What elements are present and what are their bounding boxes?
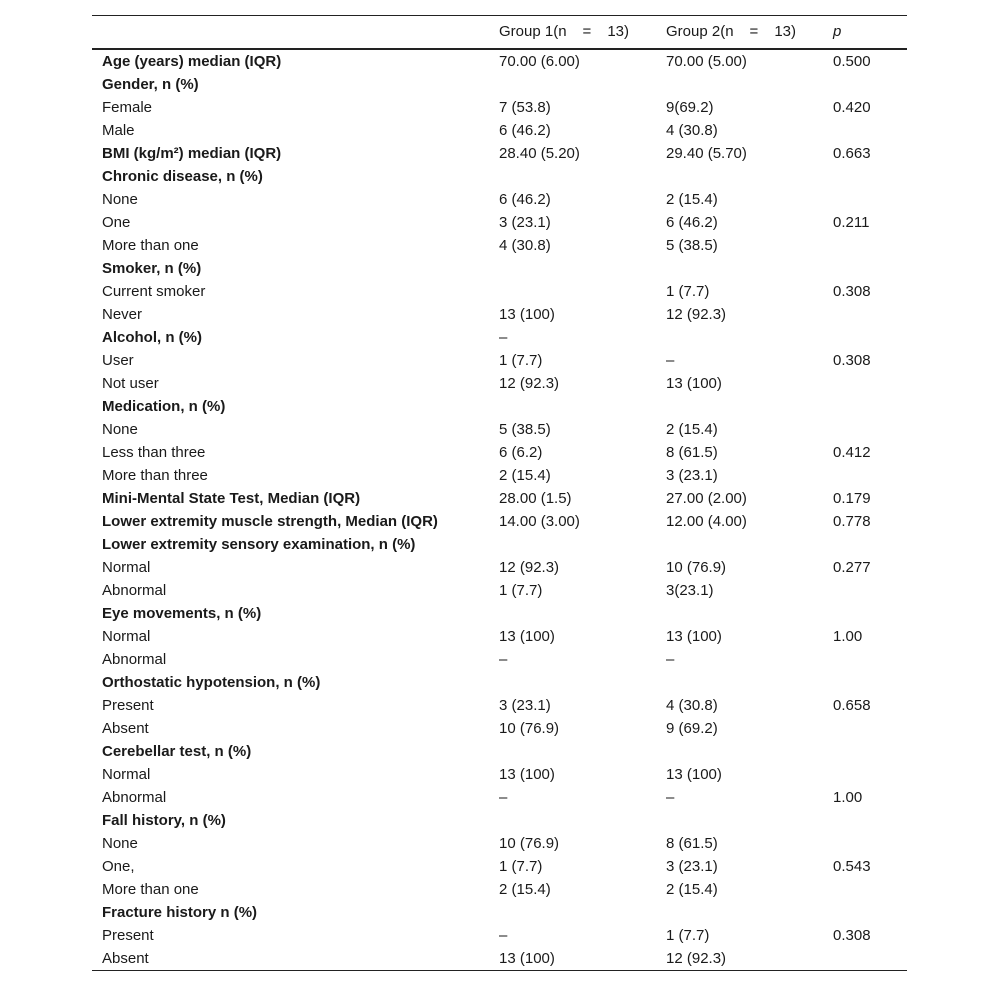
group1-label: Group 1(n <box>499 23 567 41</box>
row-label: Present <box>102 696 154 714</box>
row-label: Absent <box>102 949 149 967</box>
group2-cell <box>656 602 823 625</box>
group2-cell: 2 (15.4) <box>666 880 718 898</box>
row-label: More than three <box>102 466 208 484</box>
table-row <box>92 717 907 740</box>
row-label: None <box>102 834 138 852</box>
table-body <box>92 49 907 971</box>
table-row <box>92 901 907 924</box>
table-row <box>92 142 907 165</box>
header-group1 <box>489 16 656 49</box>
group2-cell: 5 (38.5) <box>666 236 718 254</box>
table-row <box>92 694 907 717</box>
table-row <box>92 257 907 280</box>
table-row <box>92 418 907 441</box>
group1-cell: 10 (76.9) <box>499 834 560 852</box>
table-row <box>92 602 907 625</box>
row-label: None <box>102 190 138 208</box>
p-value-cell: 1.00 <box>833 627 863 645</box>
group1-cell: 6 (46.2) <box>499 190 551 208</box>
row-label: Fracture history n (%) <box>102 903 258 921</box>
table-row <box>92 372 907 395</box>
group2-cell: 4 (30.8) <box>666 696 718 714</box>
row-label: Smoker, n (%) <box>102 259 202 277</box>
p-value-cell <box>823 395 907 418</box>
group2-cell <box>656 740 823 763</box>
group1-cell <box>489 671 656 694</box>
group1-cell: 13 (100) <box>499 305 555 323</box>
table-row <box>92 165 907 188</box>
p-value-cell <box>823 648 907 671</box>
p-value-cell <box>823 372 907 395</box>
row-label: None <box>102 420 138 438</box>
group1-cell: – <box>499 650 508 668</box>
group2-cell: 9(69.2) <box>666 98 714 116</box>
group1-cell: 6 (46.2) <box>499 121 551 139</box>
group1-cell: 2 (15.4) <box>499 466 551 484</box>
group2-cell: 13 (100) <box>666 374 722 392</box>
table-row <box>92 556 907 579</box>
p-value-cell: 0.308 <box>833 282 871 300</box>
p-value-cell: 1.00 <box>833 788 863 806</box>
group2-cell: 1 (7.7) <box>666 282 710 300</box>
table-row <box>92 464 907 487</box>
row-label: Mini-Mental State Test, Median (IQR) <box>102 489 361 507</box>
group2-cell <box>656 257 823 280</box>
p-value-cell: 0.778 <box>833 512 871 530</box>
group1-cell: 12 (92.3) <box>499 558 560 576</box>
p-value-cell: 0.663 <box>833 144 871 162</box>
row-label: Normal <box>102 627 151 645</box>
p-value-cell <box>823 533 907 556</box>
demographics-table-container <box>92 15 907 971</box>
row-label: Never <box>102 305 143 323</box>
group2-cell <box>656 901 823 924</box>
row-label: Fall history, n (%) <box>102 811 226 829</box>
row-label: Chronic disease, n (%) <box>102 167 263 185</box>
p-value-cell: 0.308 <box>833 926 871 944</box>
header-p-value: p <box>833 23 842 41</box>
table-row <box>92 280 907 303</box>
group1-cell: 14.00 (3.00) <box>499 512 580 530</box>
group1-cell: 70.00 (6.00) <box>499 52 580 70</box>
group2-cell: 1 (7.7) <box>666 926 710 944</box>
table-row <box>92 119 907 142</box>
group1-cell: 10 (76.9) <box>499 719 560 737</box>
group1-cell: – <box>499 788 508 806</box>
group2-cell: 8 (61.5) <box>666 834 718 852</box>
group2-cell: 27.00 (2.00) <box>666 489 747 507</box>
table-row <box>92 73 907 96</box>
row-label: Present <box>102 926 154 944</box>
group1-cell: 13 (100) <box>499 627 555 645</box>
group2-cell: 12.00 (4.00) <box>666 512 747 530</box>
group1-cell: 13 (100) <box>499 765 555 783</box>
table-row <box>92 211 907 234</box>
group2-cell <box>656 165 823 188</box>
row-label: Abnormal <box>102 650 167 668</box>
group1-cell: 7 (53.8) <box>499 98 551 116</box>
row-label: User <box>102 351 134 369</box>
group1-cell <box>489 602 656 625</box>
group2-cell: 70.00 (5.00) <box>666 52 747 70</box>
row-label: Medication, n (%) <box>102 397 226 415</box>
p-value-cell: 0.179 <box>833 489 871 507</box>
row-label: Less than three <box>102 443 206 461</box>
p-value-cell <box>823 165 907 188</box>
group2-cell: 4 (30.8) <box>666 121 718 139</box>
group1-cell: 1 (7.7) <box>499 581 543 599</box>
header-variable <box>92 16 489 49</box>
table-row <box>92 96 907 119</box>
table-row <box>92 809 907 832</box>
header-row <box>92 16 907 49</box>
p-value-cell: 0.412 <box>833 443 871 461</box>
group2-cell <box>656 533 823 556</box>
group2-cell <box>656 809 823 832</box>
group1-cell <box>489 257 656 280</box>
table-row <box>92 878 907 901</box>
group2-cell: 29.40 (5.70) <box>666 144 747 162</box>
row-label: Abnormal <box>102 581 167 599</box>
table-row <box>92 648 907 671</box>
p-value-cell <box>823 740 907 763</box>
p-value-cell: 0.658 <box>833 696 871 714</box>
table-row <box>92 947 907 971</box>
p-value-cell <box>823 326 907 349</box>
group2-cell: 9 (69.2) <box>666 719 718 737</box>
p-value-cell: 0.420 <box>833 98 871 116</box>
group2-cell: 12 (92.3) <box>666 305 727 323</box>
group2-cell <box>656 395 823 418</box>
group1-cell: 3 (23.1) <box>499 696 551 714</box>
group2-cell: 12 (92.3) <box>666 949 727 967</box>
group1-cell: – <box>499 926 508 944</box>
table-row <box>92 303 907 326</box>
group1-cell: 28.00 (1.5) <box>499 489 572 507</box>
p-value-cell: 0.211 <box>833 213 870 231</box>
group1-cell: 12 (92.3) <box>499 374 560 392</box>
table-row <box>92 487 907 510</box>
group1-cell: 28.40 (5.20) <box>499 144 580 162</box>
row-label: Abnormal <box>102 788 167 806</box>
group1-cell: – <box>499 328 508 346</box>
group1-eq: = <box>582 23 592 41</box>
group1-cell: 5 (38.5) <box>499 420 551 438</box>
row-label: Cerebellar test, n (%) <box>102 742 252 760</box>
table-row <box>92 234 907 257</box>
group1-n: 13) <box>607 23 629 41</box>
group1-cell <box>489 809 656 832</box>
group2-cell: 3 (23.1) <box>666 857 718 875</box>
header-group2 <box>656 16 823 49</box>
row-label: Eye movements, n (%) <box>102 604 262 622</box>
table-row <box>92 855 907 878</box>
group2-cell: 6 (46.2) <box>666 213 718 231</box>
row-label: One <box>102 213 131 231</box>
group2-cell: – <box>666 650 675 668</box>
group2-cell <box>656 73 823 96</box>
group1-cell <box>489 73 656 96</box>
row-label: Normal <box>102 765 151 783</box>
group1-cell: 4 (30.8) <box>499 236 551 254</box>
group1-cell <box>489 901 656 924</box>
p-value-cell <box>823 947 907 971</box>
table-row <box>92 671 907 694</box>
group2-cell: 13 (100) <box>666 765 722 783</box>
p-value-cell: 0.543 <box>833 857 871 875</box>
group2-cell: 2 (15.4) <box>666 420 718 438</box>
group2-cell: 8 (61.5) <box>666 443 718 461</box>
table-row <box>92 395 907 418</box>
row-label: BMI (kg/m²) median (IQR) <box>102 144 282 162</box>
table-row <box>92 326 907 349</box>
table-row <box>92 49 907 73</box>
group2-eq: = <box>749 23 759 41</box>
p-value-cell <box>823 809 907 832</box>
row-label: Not user <box>102 374 159 392</box>
table-row <box>92 188 907 211</box>
group2-n: 13) <box>774 23 796 41</box>
p-value-cell <box>823 763 907 786</box>
row-label: More than one <box>102 236 199 254</box>
group2-cell: 2 (15.4) <box>666 190 718 208</box>
group1-cell <box>489 280 656 303</box>
p-value-cell <box>823 602 907 625</box>
row-label: Male <box>102 121 135 139</box>
row-label: Lower extremity sensory examination, n (%) <box>102 535 416 553</box>
row-label: Orthostatic hypotension, n (%) <box>102 673 321 691</box>
p-value-cell <box>823 671 907 694</box>
p-value-cell <box>823 579 907 602</box>
table-header <box>92 16 907 49</box>
table-row <box>92 740 907 763</box>
group2-cell <box>656 326 823 349</box>
group1-cell <box>489 165 656 188</box>
table-row <box>92 441 907 464</box>
row-label: Absent <box>102 719 149 737</box>
table-row <box>92 786 907 809</box>
group2-label: Group 2(n <box>666 23 734 41</box>
row-label: Current smoker <box>102 282 206 300</box>
table-row <box>92 625 907 648</box>
row-label: Age (years) median (IQR) <box>102 52 282 70</box>
group2-cell: 3(23.1) <box>666 581 714 599</box>
group1-cell: 1 (7.7) <box>499 857 543 875</box>
row-label: One, <box>102 857 135 875</box>
p-value-cell <box>823 901 907 924</box>
p-value-cell <box>823 717 907 740</box>
group2-cell: – <box>666 788 675 806</box>
table-row <box>92 832 907 855</box>
group1-cell: 1 (7.7) <box>499 351 543 369</box>
group2-cell: 10 (76.9) <box>666 558 727 576</box>
group2-cell: 13 (100) <box>666 627 722 645</box>
p-value-cell: 0.500 <box>833 52 871 70</box>
group1-cell: 6 (6.2) <box>499 443 543 461</box>
table-row <box>92 924 907 947</box>
p-value-cell: 0.308 <box>833 351 871 369</box>
group1-cell: 13 (100) <box>499 949 555 967</box>
group2-cell: 3 (23.1) <box>666 466 718 484</box>
p-value-cell <box>823 257 907 280</box>
row-label: Lower extremity muscle strength, Median (IQR) <box>102 512 438 530</box>
p-value-cell <box>823 73 907 96</box>
table-row <box>92 349 907 372</box>
group1-cell: 3 (23.1) <box>499 213 551 231</box>
table-row <box>92 579 907 602</box>
row-label: More than one <box>102 880 199 898</box>
p-value-cell <box>823 119 907 142</box>
group1-cell: 2 (15.4) <box>499 880 551 898</box>
table-row <box>92 510 907 533</box>
row-label: Normal <box>102 558 151 576</box>
group2-cell <box>656 671 823 694</box>
group1-cell <box>489 395 656 418</box>
row-label: Gender, n (%) <box>102 75 199 93</box>
demographics-table <box>92 15 907 971</box>
row-label: Female <box>102 98 153 116</box>
p-value-cell <box>823 303 907 326</box>
group2-cell: – <box>666 351 675 369</box>
row-label: Alcohol, n (%) <box>102 328 202 346</box>
group1-cell <box>489 740 656 763</box>
p-value-cell: 0.277 <box>833 558 871 576</box>
group1-cell <box>489 533 656 556</box>
table-row <box>92 763 907 786</box>
table-row <box>92 533 907 556</box>
